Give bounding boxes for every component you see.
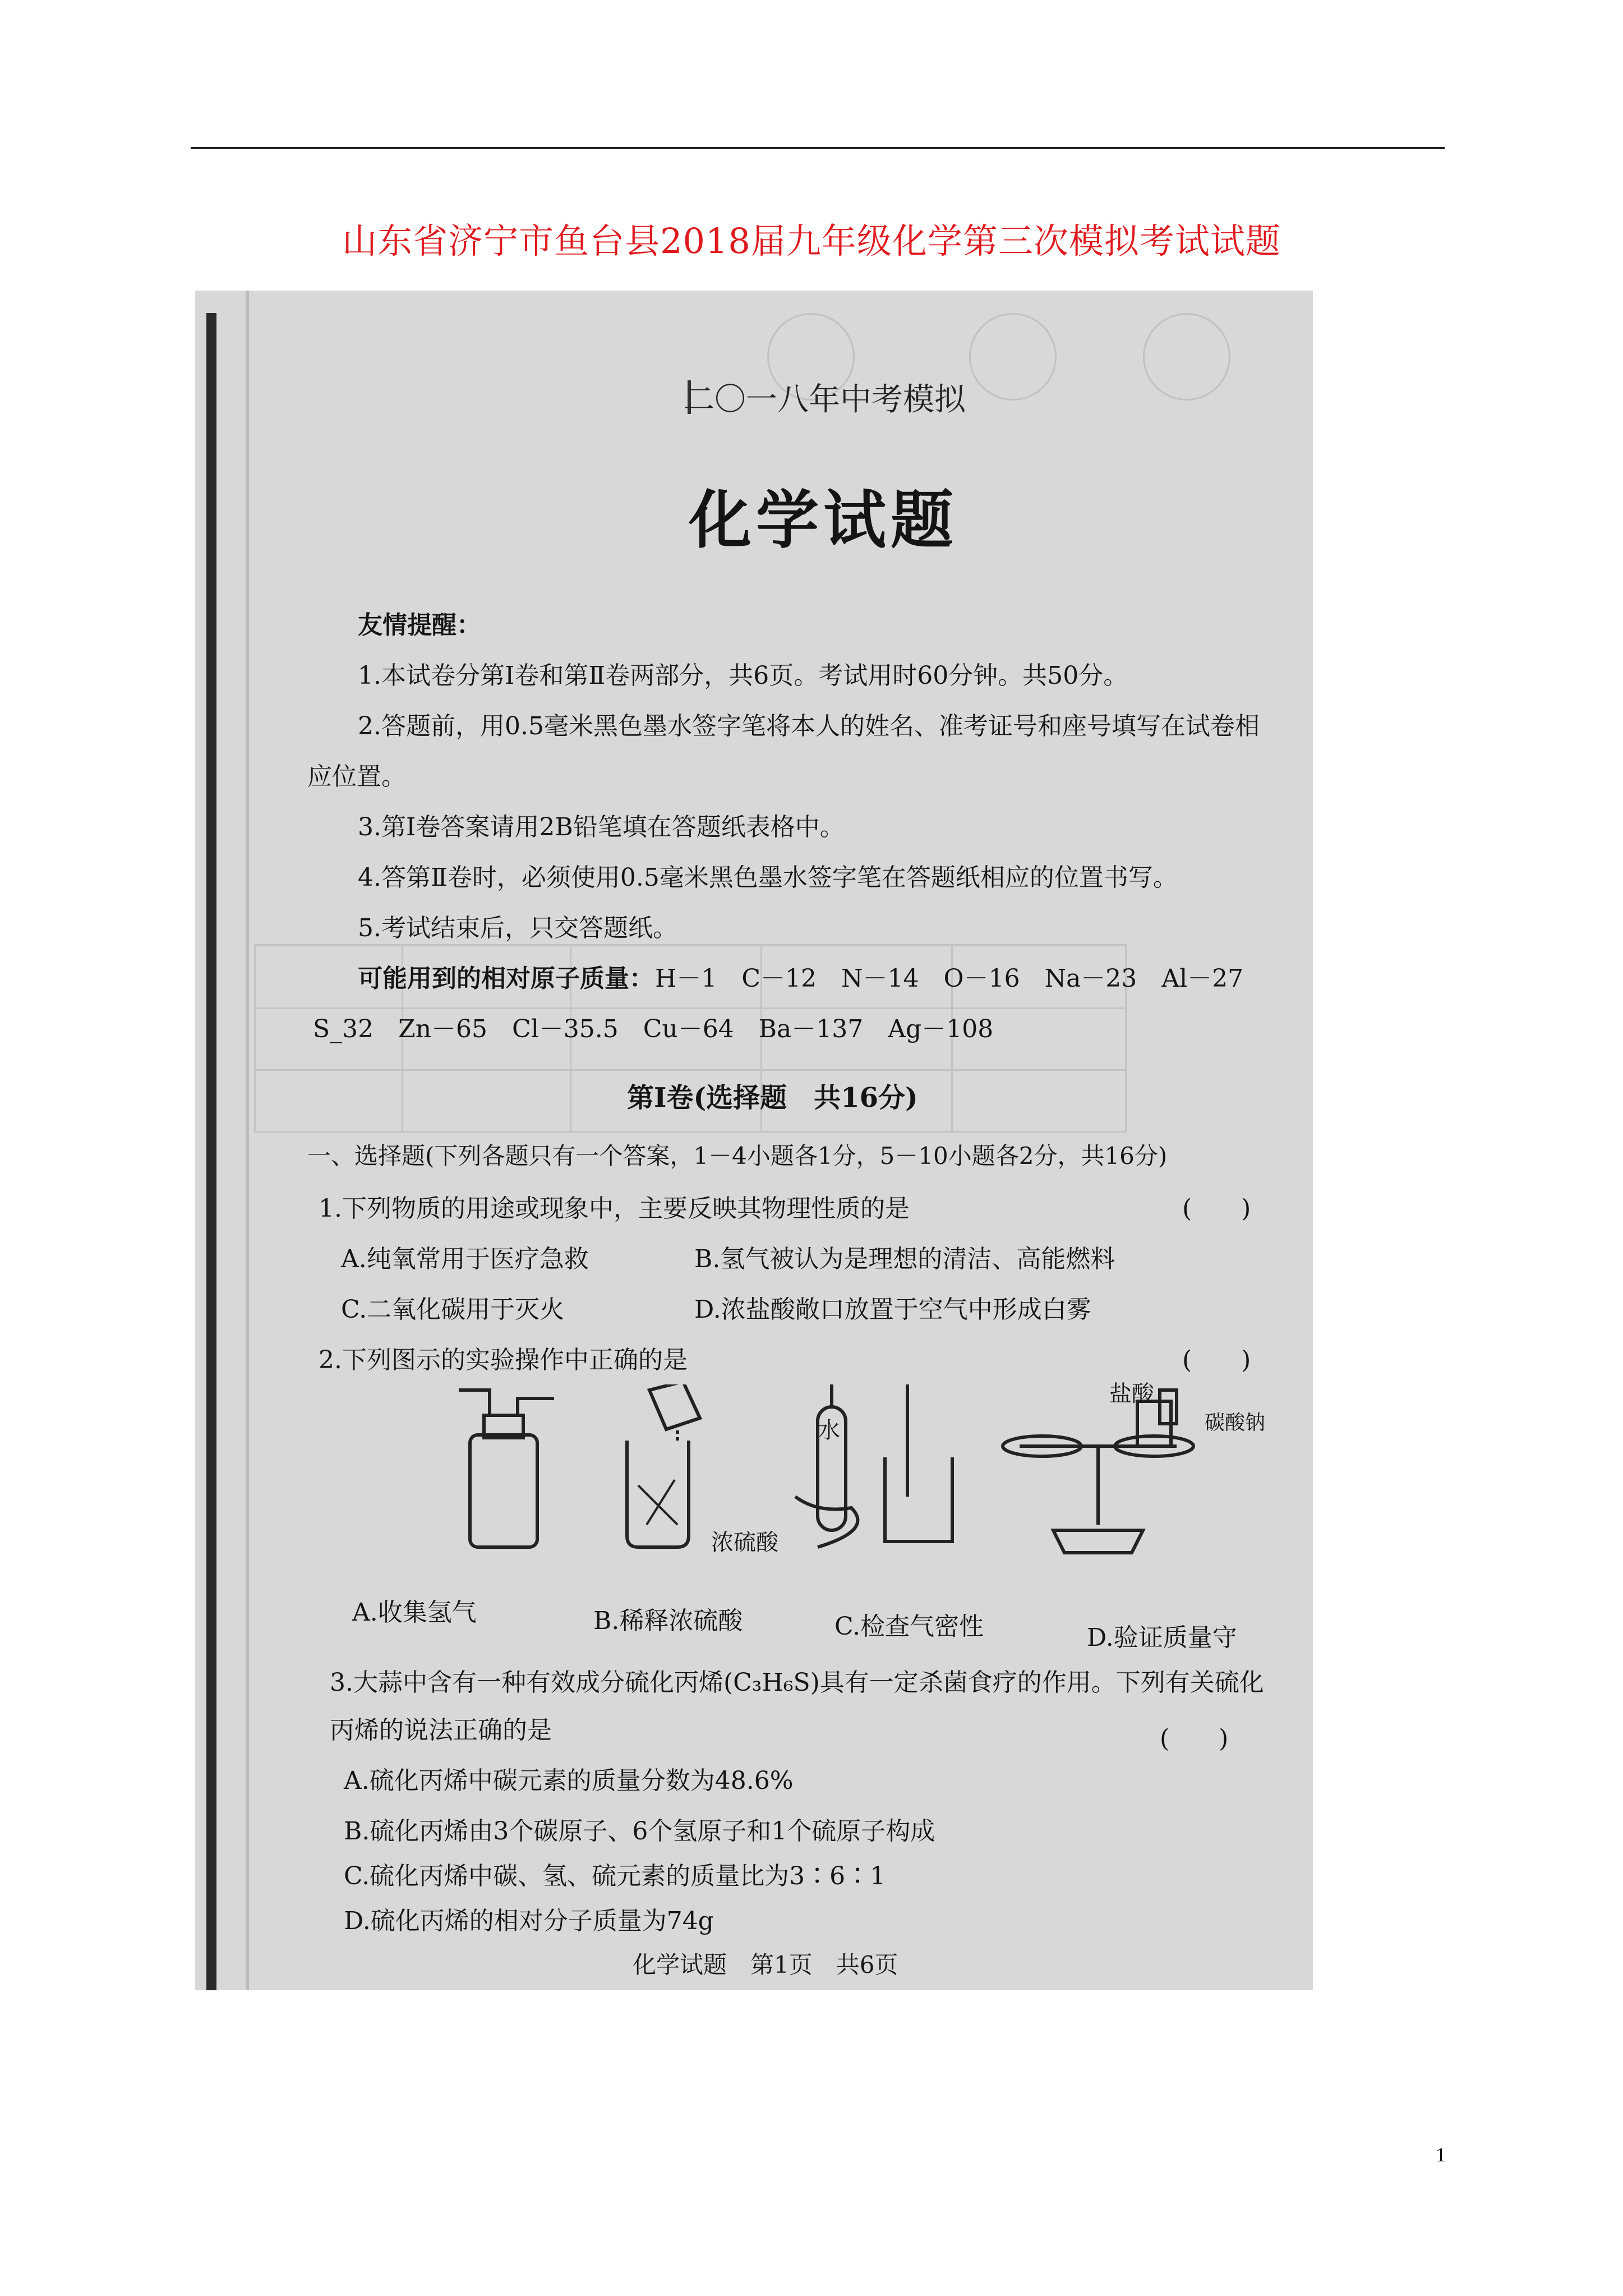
- option-c: C.硫化丙烯中碳、氢、硫元素的质量比为3∶6∶1: [344, 1862, 886, 1890]
- option-d: D.硫化丙烯的相对分子质量为74g: [344, 1907, 714, 1935]
- tip-line: 3.第Ⅰ卷答案请用2B铅笔填在答题纸表格中。: [358, 813, 845, 841]
- bleed-atom-diagram: [1143, 313, 1230, 401]
- option-c: C.检查气密性: [834, 1612, 984, 1641]
- figure-label-hcl: 盐酸: [1109, 1381, 1154, 1407]
- tip-line: 5.考试结束后，只交答题纸。: [358, 914, 677, 942]
- answer-paren: ( ): [1182, 1346, 1251, 1374]
- option-d: D.浓盐酸敞口放置于空气中形成白雾: [694, 1295, 1091, 1324]
- binding-edge: [206, 313, 216, 1990]
- atomic-mass-line: S_32 Zn－65 Cl－35.5 Cu－64 Ba－137 Ag－108: [313, 1015, 994, 1043]
- option-b: B.硫化丙烯由3个碳原子、6个氢原子和1个硫原子构成: [344, 1817, 935, 1846]
- tips-heading: 友情提醒：: [358, 611, 481, 639]
- dilution-figure: [627, 1384, 700, 1547]
- exam-title: 化学试题: [689, 484, 958, 557]
- answer-paren: ( ): [1182, 1194, 1251, 1223]
- tip-line: 应位置。: [307, 762, 406, 791]
- option-a: A.收集氢气: [352, 1598, 477, 1627]
- section-title: 第Ⅰ卷(选择题 共16分): [627, 1082, 918, 1114]
- exam-header: 二〇一八年中考模拟: [683, 381, 966, 418]
- airtightness-figure: [795, 1384, 952, 1547]
- balance-figure: [1003, 1390, 1193, 1553]
- atomic-mass-line: H－1 C－12 N－14 O－16 Na－23 Al－27: [655, 964, 1244, 993]
- tip-line: 4.答第Ⅱ卷时，必须使用0.5毫米黑色墨水签字笔在答题纸相应的位置书写。: [358, 863, 1178, 892]
- exam-footer: 化学试题 第1页 共6页: [633, 1951, 898, 1978]
- bleed-atom-diagram: [969, 313, 1057, 401]
- document-title: 山东省济宁市鱼台县2018届九年级化学第三次模拟考试试题: [342, 220, 1281, 261]
- section-instructions: 一、选择题(下列各题只有一个答案，1－4小题各1分，5－10小题各2分，共16分): [307, 1142, 1168, 1170]
- option-d: D.验证质量守: [1087, 1623, 1237, 1652]
- tip-line: 1.本试卷分第Ⅰ卷和第Ⅱ卷两部分，共6页。考试用时60分钟。共50分。: [358, 661, 1128, 690]
- question-stem: 1.下列物质的用途或现象中，主要反映其物理性质的是: [319, 1194, 910, 1223]
- exam-page-photo: [195, 291, 1313, 1990]
- figure-label-na2co3: 碳酸钠: [1205, 1411, 1266, 1434]
- option-b: B.氢气被认为是理想的清洁、高能燃料: [694, 1245, 1115, 1273]
- answer-paren: ( ): [1160, 1724, 1229, 1753]
- option-c: C.二氧化碳用于灭火: [341, 1295, 565, 1324]
- fold-line: [246, 291, 249, 1990]
- question-stem: 丙烯的说法正确的是: [330, 1716, 552, 1745]
- option-b: B.稀释浓硫酸: [593, 1607, 743, 1635]
- tip-line: 2.答题前，用0.5毫米黑色墨水签字笔将本人的姓名、准考证号和座号填写在试卷相: [358, 712, 1260, 740]
- experiment-figures: [459, 1384, 1313, 1586]
- figure-label-conc-acid: 浓硫酸: [711, 1530, 778, 1556]
- option-a: A.硫化丙烯中碳元素的质量分数为48.6%: [344, 1766, 794, 1795]
- gas-bottle-figure: [459, 1390, 554, 1547]
- figure-label-water: 水: [818, 1418, 840, 1443]
- question-stem: 3.大蒜中含有一种有效成分硫化丙烯(C₃H₆S)具有一定杀菌食疗的作用。下列有关硫化: [330, 1668, 1264, 1697]
- page-number: 1: [1436, 2143, 1446, 2166]
- atomic-mass-label: 可能用到的相对原子质量：: [358, 964, 654, 993]
- header-rule: [191, 147, 1445, 149]
- question-stem: 2.下列图示的实验操作中正确的是: [319, 1346, 688, 1374]
- option-a: A.纯氧常用于医疗急救: [341, 1245, 589, 1273]
